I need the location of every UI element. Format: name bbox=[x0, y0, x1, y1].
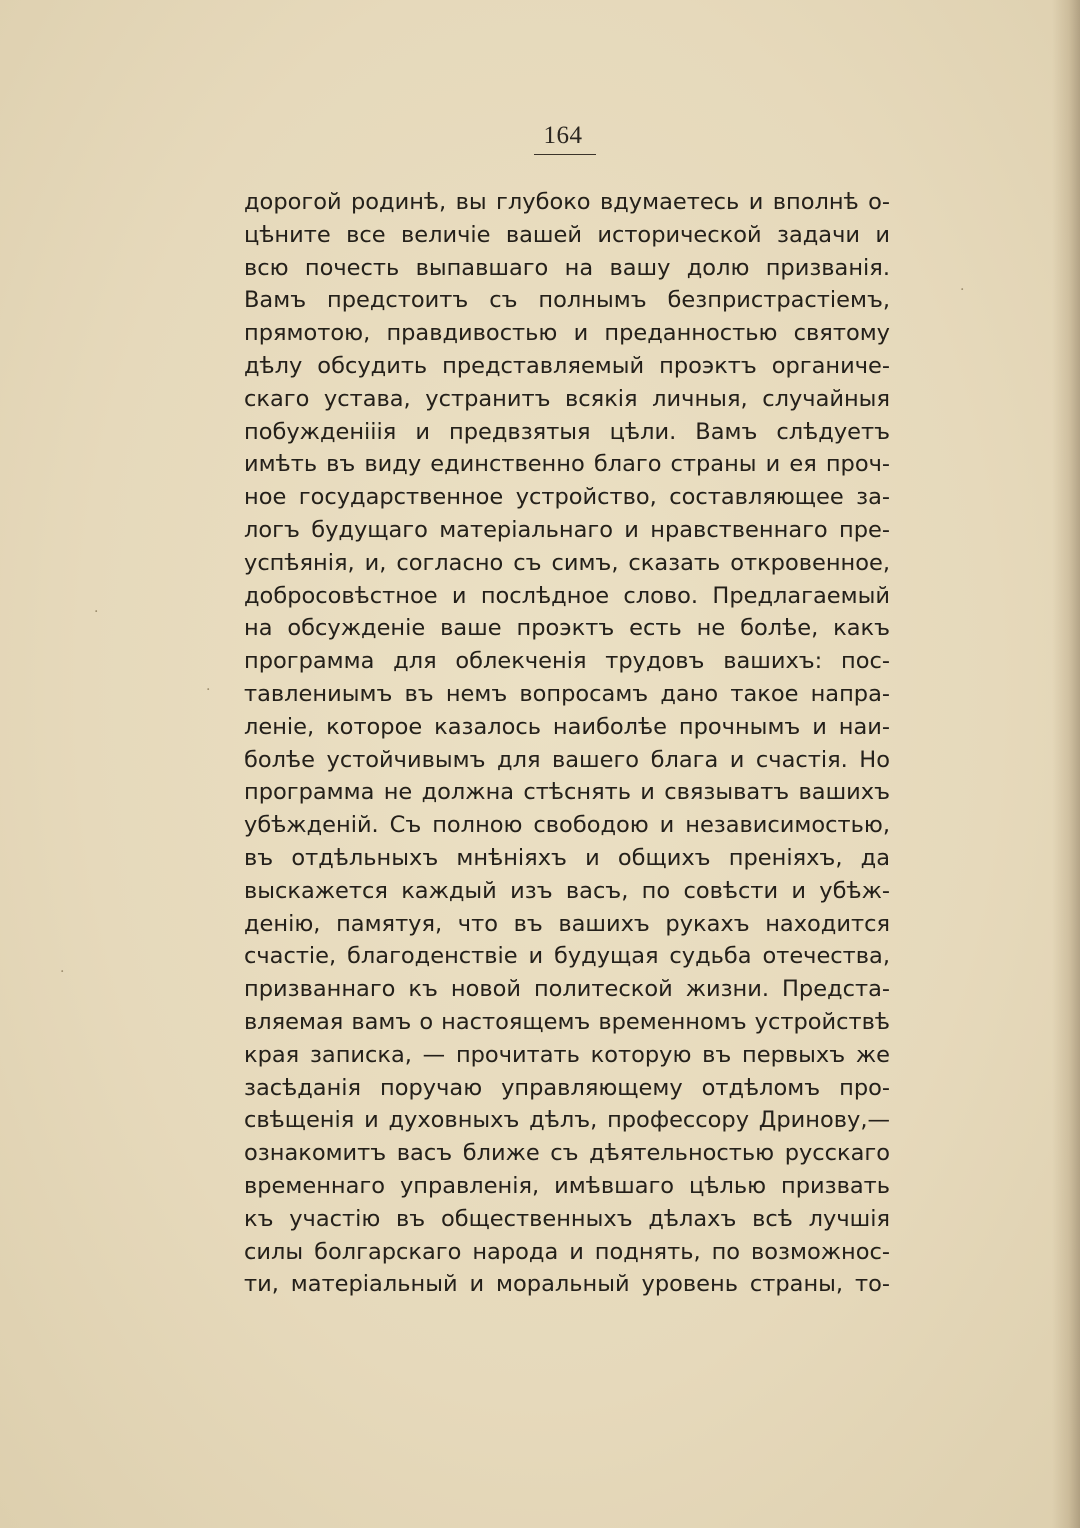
text-line: имѣть въ виду единственно благо страны и ея проч- bbox=[244, 451, 890, 478]
text-line: денію, памятуя, что въ вашихъ рукахъ находится bbox=[244, 910, 890, 937]
page-number: 164 bbox=[543, 122, 583, 149]
text-line: дѣлу обсудить представляемый проэктъ органиче- bbox=[244, 352, 890, 379]
text-line: временнаго управленія, имѣвшаго цѣлью призвать bbox=[244, 1172, 890, 1199]
page-number-rule bbox=[534, 154, 596, 155]
text-line: скаго устава, устранитъ всякія личныя, случайныя bbox=[244, 385, 890, 412]
page-edge-shadow bbox=[1052, 0, 1080, 1528]
text-line: леніе, которое казалось наиболѣе прочнымъ и наи- bbox=[244, 713, 890, 740]
text-line: выскажется каждый изъ васъ, по совѣсти и убѣж- bbox=[244, 877, 890, 904]
text-line: цѣните все величіе вашей исторической задачи и bbox=[244, 221, 890, 248]
text-line: счастіе, благоденствіе и будущая судьба отечества, bbox=[244, 943, 890, 970]
text-line: побужденііія и предвзятыя цѣли. Вамъ слѣдуетъ bbox=[244, 418, 890, 445]
text-line: силы болгарскаго народа и поднять, по возможнос- bbox=[244, 1238, 890, 1265]
text-line: свѣщенія и духовныхъ дѣлъ, профессору Дринову,— bbox=[244, 1107, 890, 1134]
text-line: болѣе устойчивымъ для вашего блага и счастія. Но bbox=[244, 746, 890, 773]
paper-speck: · bbox=[960, 282, 965, 298]
text-line: логъ будущаго матеріальнаго и нравственнаго пре- bbox=[244, 516, 890, 543]
text-line: программа не должна стѣснять и связыватъ вашихъ bbox=[244, 779, 890, 806]
text-line: убѣжденій. Съ полною свободою и независимостью, bbox=[244, 812, 890, 839]
paper-speck: · bbox=[94, 604, 99, 620]
paper-speck: · bbox=[206, 682, 211, 698]
text-line: ознакомитъ васъ ближе съ дѣятельностью русскаго bbox=[244, 1140, 890, 1167]
text-line: программа для облекченія трудовъ вашихъ: пос- bbox=[244, 648, 890, 675]
text-line: дорогой родинѣ, вы глубоко вдумаетесь и вполнѣ о- bbox=[244, 189, 890, 215]
text-line: засѣданія поручаю управляющему отдѣломъ про- bbox=[244, 1074, 890, 1101]
paper-speck: · bbox=[60, 964, 65, 980]
text-line: края записка, — прочитать которую въ первыхъ же bbox=[244, 1041, 890, 1068]
text-line: къ участію въ общественныхъ дѣлахъ всѣ лучшія bbox=[244, 1205, 890, 1232]
text-line: вляемая вамъ о настоящемъ временномъ устройствѣ bbox=[244, 1008, 890, 1035]
body-text bbox=[244, 186, 890, 1301]
text-line: всю почесть выпавшаго на вашу долю призванія. bbox=[244, 254, 890, 281]
text-line: въ отдѣльныхъ мнѣніяхъ и общихъ преніяхъ, да bbox=[244, 844, 890, 871]
text-line: ти, матеріальный и моральный уровень страны, то- bbox=[244, 1271, 890, 1298]
text-line: Вамъ предстоитъ съ полнымъ безпристрастіемъ, bbox=[244, 287, 890, 314]
text-line: добросовѣстное и послѣдное слово. Предлагаемый bbox=[244, 582, 890, 609]
text-line: на обсужденіе ваше проэктъ есть не болѣе, какъ bbox=[244, 615, 890, 642]
text-line: тавлениымъ въ немъ вопросамъ дано такое напра- bbox=[244, 680, 890, 707]
text-line: успѣянія, и, согласно съ симъ, сказать откровенное, bbox=[244, 549, 890, 576]
text-line: призваннаго къ новой политеской жизни. Предста- bbox=[244, 976, 890, 1003]
text-line: ное государственное устройство, составляющее за- bbox=[244, 484, 890, 511]
text-line: прямотою, правдивостью и преданностью святому bbox=[244, 320, 890, 347]
